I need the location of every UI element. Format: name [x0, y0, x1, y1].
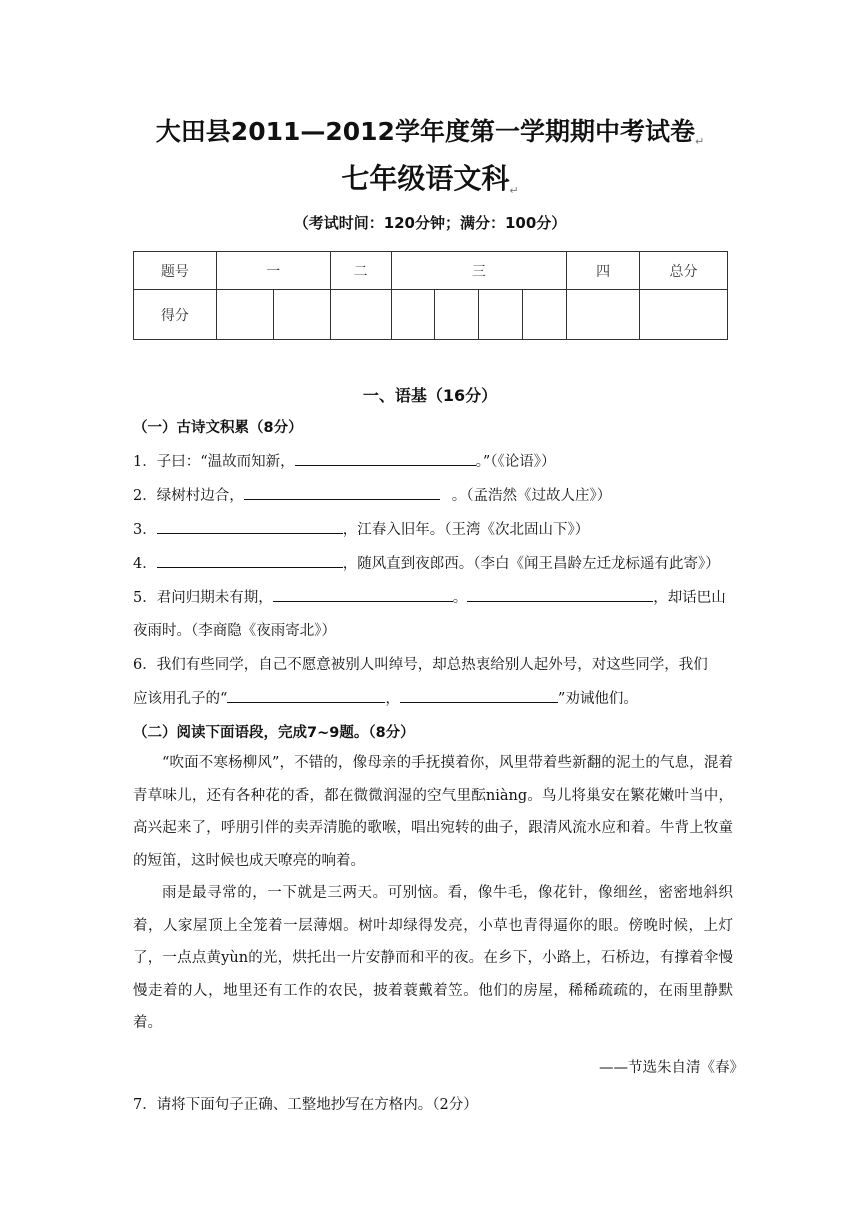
score-cell[interactable]: [523, 290, 567, 340]
q6-post: ”劝诫他们。: [557, 691, 638, 707]
row-header-label: 题号: [134, 252, 217, 290]
return-mark-icon: ↵: [694, 135, 705, 148]
exam-title: [0, 112, 860, 148]
question-3: [133, 518, 589, 539]
question-2: [133, 484, 611, 505]
q1-pre: 1．子曰：“温故而知新，: [133, 454, 295, 470]
q1-post: 。”（《论语》）: [475, 454, 556, 470]
q6-pre: 应该用孔子的“: [133, 691, 228, 707]
score-cell[interactable]: [640, 290, 728, 340]
passage-source: ——节选朱自清《春》: [599, 1060, 744, 1076]
col-label-1: 一: [216, 252, 330, 290]
passage-paragraph-1: “吹面不寒杨柳风”，不错的，像母亲的手抚摸着你，风里带着些新翻的泥土的气息，混着青草味儿，还有各种花的香，都在微微润湿的空气里酝niàng。鸟儿将巢安在繁花嫩叶当中，高兴起来了，呼朋引伴的卖弄清脆的歌喉，唱出宛转的曲子，跟清风流水应和着。牛背上牧童的短笛，这时候也成天嘹亮的响着。: [133, 755, 733, 869]
exam-title-text: 大田县2011—2012学年度第一学期期中考试卷: [155, 117, 695, 146]
score-cell[interactable]: [435, 290, 479, 340]
question-5-line1: [133, 586, 726, 607]
question-4: [133, 552, 720, 573]
q5-blank-1[interactable]: [273, 586, 453, 602]
q2-blank[interactable]: [244, 484, 440, 500]
q3-blank[interactable]: [157, 518, 343, 534]
return-mark-icon: ↵: [509, 184, 519, 197]
exam-subtitle-text: 七年级语文科: [341, 162, 510, 195]
exam-info: （考试时间：120分钟；满分：100分）: [293, 214, 567, 232]
score-cell[interactable]: [330, 290, 391, 340]
score-cell[interactable]: [216, 290, 273, 340]
q3-pre: 3．: [133, 522, 157, 538]
part1-title: （一）古诗文积累（8分）: [133, 420, 303, 436]
q5-mid: 。: [452, 590, 468, 606]
col-label-total: 总分: [640, 252, 728, 290]
part2-title: （二）阅读下面语段，完成7~9题。（8分）: [133, 725, 415, 741]
q4-blank[interactable]: [157, 552, 343, 568]
section-title: 一、语基（16分）: [362, 386, 498, 405]
q6-mid: ，: [385, 691, 400, 707]
q3-post: ，江春入旧年。（王湾《次北固山下》）: [342, 522, 590, 538]
col-label-4: 四: [567, 252, 640, 290]
score-table-score-row: [134, 290, 728, 340]
q2-pre: 2．绿树村边合，: [133, 488, 244, 504]
score-label: 得分: [134, 290, 217, 340]
score-cell[interactable]: [567, 290, 640, 340]
question-6-line2: [133, 687, 638, 708]
question-7: 7．请将下面句子正确、工整地抄写在方格内。（2分）: [133, 1097, 478, 1113]
question-5-line2: 夜雨时。（李商隐《夜雨寄北》）: [133, 623, 336, 639]
q5-blank-2[interactable]: [467, 586, 653, 602]
q4-pre: 4．: [133, 556, 157, 572]
question-1: [133, 450, 556, 471]
q6-blank-1[interactable]: [227, 687, 385, 703]
exam-subtitle: [0, 157, 860, 197]
col-label-3: 三: [391, 252, 567, 290]
q5-pre: 5．君问归期未有期，: [133, 590, 273, 606]
score-table: [133, 251, 728, 340]
q4-post: ，随风直到夜郎西。（李白《闻王昌龄左迁龙标遥有此寄》）: [342, 556, 720, 572]
question-6-line1: 6．我们有些同学，自己不愿意被别人叫绰号，却总热衷给别人起外号，对这些同学，我们: [133, 657, 708, 673]
score-cell[interactable]: [273, 290, 330, 340]
q1-blank[interactable]: [295, 450, 476, 466]
score-cell[interactable]: [479, 290, 523, 340]
passage-paragraph-2: 雨是最寻常的，一下就是三两天。可别恼。看，像牛毛，像花针，像细丝，密密地斜织着，人家屋顶上全笼着一层薄烟。树叶却绿得发亮，小草也青得逼你的眼。傍晚时候，上灯了，一点点黄yùn的光，烘托出一片安静而和平的夜。在乡下，小路上，石桥边，有撑着伞慢慢走着的人，地里还有工作的农民，披着蓑戴着笠。他们的房屋，稀稀疏疏的，在雨里静默着。: [133, 885, 733, 1031]
score-table-header-row: [134, 252, 728, 290]
q6-blank-2[interactable]: [400, 687, 558, 703]
score-cell[interactable]: [391, 290, 435, 340]
q5-post: ，却话巴山: [653, 590, 726, 606]
col-label-2: 二: [330, 252, 391, 290]
q2-post: 。（孟浩然《过故人庄》）: [451, 488, 612, 504]
